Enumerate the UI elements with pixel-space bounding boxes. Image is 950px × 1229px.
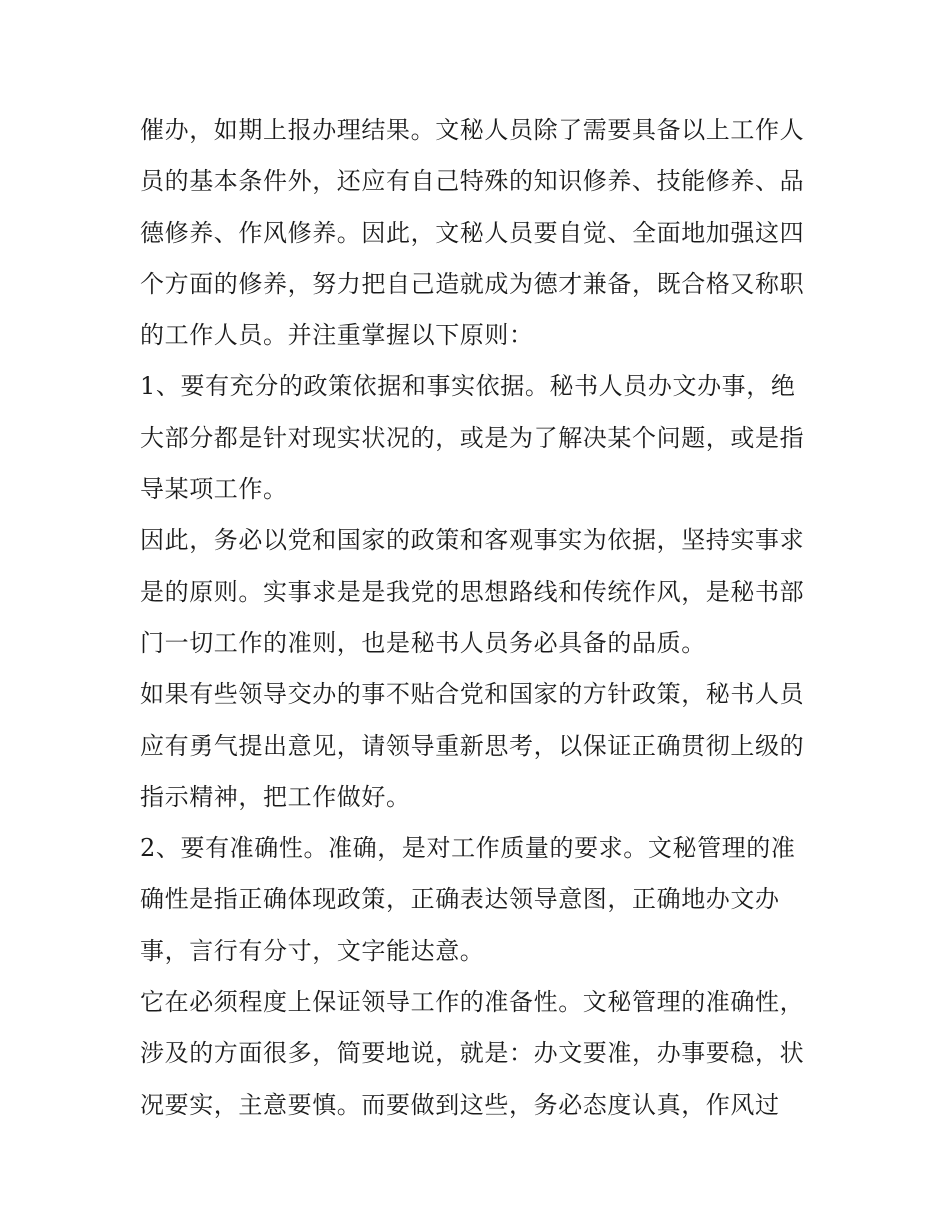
text-line: 催办，如期上报办理结果。文秘人员除了需要具备以上工作人	[140, 116, 805, 144]
text-line: 事，言行有分寸，文字能达意。	[140, 936, 485, 965]
text-line: 2、要有准确性。准确，是对工作质量的要求。文秘管理的准	[140, 834, 796, 863]
text-line: 是的原则。实事求是是我党的思想路线和传统作风，是秘书部	[140, 577, 805, 606]
text-line: 的工作人员。并注重掌握以下原则：	[140, 321, 534, 350]
text-line: 1、要有充分的政策依据和事实依据。秘书人员办文办事，绝	[140, 372, 796, 401]
text-line: 大部分都是针对现实状况的，或是为了解决某个问题，或是指	[140, 423, 805, 452]
text-line: 德修养、作风修养。因此，文秘人员要自觉、全面地加强这四	[140, 218, 805, 247]
text-line: 涉及的方面很多，简要地说，就是：办文要准，办事要稳，状	[140, 1039, 805, 1068]
text-line: 况要实，主意要慎。而要做到这些，务必态度认真，作风过	[140, 1090, 780, 1119]
text-line: 如果有些领导交办的事不贴合党和国家的方针政策，秘书人员	[140, 680, 805, 709]
text-line: 应有勇气提出意见，请领导重新思考，以保证正确贯彻上级的	[140, 731, 805, 760]
text-line: 导某项工作。	[140, 475, 288, 504]
text-line: 确性是指正确体现政策，正确表达领导意图，正确地办文办	[140, 885, 780, 914]
text-line: 因此，务必以党和国家的政策和客观事实为依据，坚持实事求	[140, 526, 805, 555]
document-body	[140, 105, 812, 1131]
text-line: 它在必须程度上保证领导工作的准备性。文秘管理的准确性，	[140, 988, 805, 1017]
text-line: 门一切工作的准则，也是秘书人员务必具备的品质。	[140, 628, 706, 657]
text-line: 指示精神，把工作做好。	[140, 782, 411, 811]
text-line: 员的基本条件外，还应有自己特殊的知识修养、技能修养、品	[140, 167, 805, 196]
text-line: 个方面的修养，努力把自己造就成为德才兼备，既合格又称职	[140, 269, 805, 298]
